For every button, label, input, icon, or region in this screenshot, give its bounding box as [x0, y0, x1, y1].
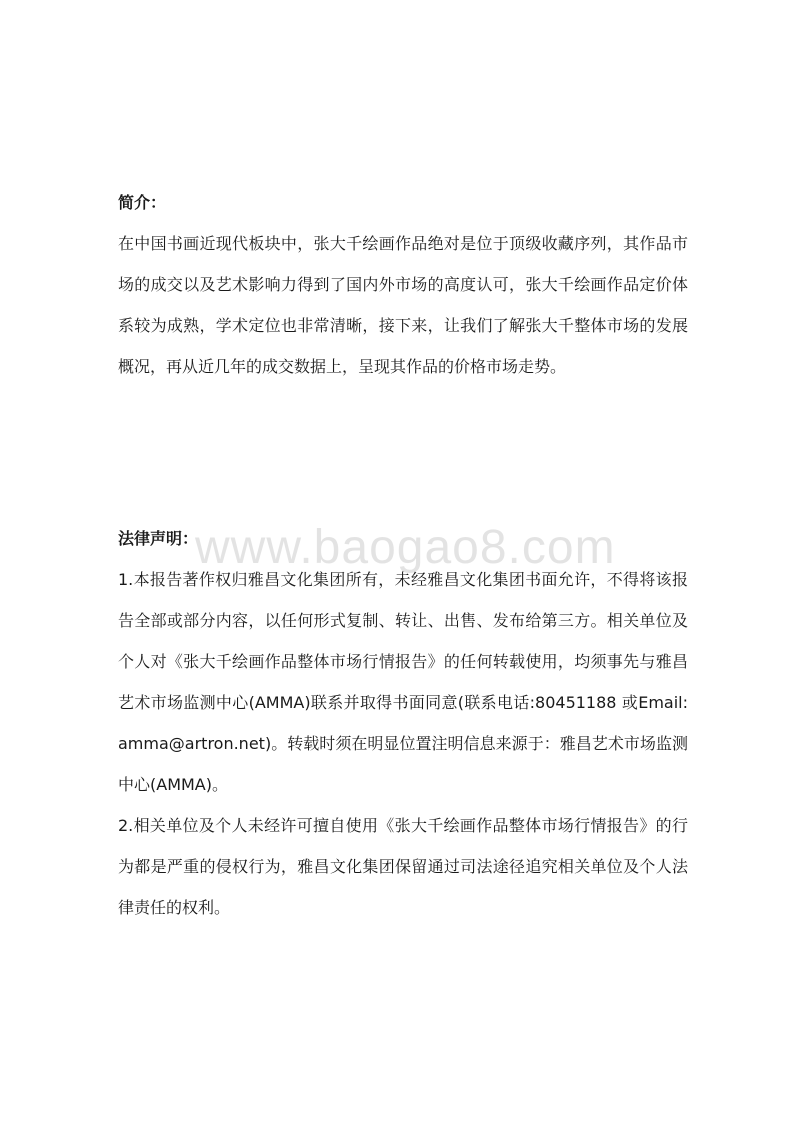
legal-clause-1: 1.本报告著作权归雅昌文化集团所有，未经雅昌文化集团书面允许，不得将该报告全部或部分内容，以任何形式复制、转让、出售、发布给第三方。相关单位及个人对《张大千绘画作品整体市场行情报告》的任何转载使用，均须事先与雅昌艺术市场监测中心(AMMA)联系并取得书面同意(联系电话:80451188 或Email:amma@artron.net)。转载时须在明显位置注明信息来源于：雅昌艺术市场监测中心(AMMA)。: [118, 570, 688, 794]
watermark-text: www.baogao8.com: [195, 521, 616, 574]
legal-clause-2: 2.相关单位及个人未经许可擅自使用《张大千绘画作品整体市场行情报告》的行为都是严重的侵权行为，雅昌文化集团保留通过司法途径追究相关单位及个人法律责任的权利。: [118, 816, 688, 917]
legal-heading: 法律声明：: [118, 529, 199, 548]
intro-paragraph: 在中国书画近现代板块中，张大千绘画作品绝对是位于顶级收藏序列，其作品市场的成交以及艺术影响力得到了国内外市场的高度认可，张大千绘画作品定价体系较为成熟，学术定位也非常清晰，接下来，让我们了解张大千整体市场的发展概况，再从近几年的成交数据上，呈现其作品的价格市场走势。: [118, 234, 688, 376]
intro-section: [118, 182, 688, 387]
intro-heading: 简介：: [118, 193, 167, 212]
legal-section: [118, 518, 688, 928]
